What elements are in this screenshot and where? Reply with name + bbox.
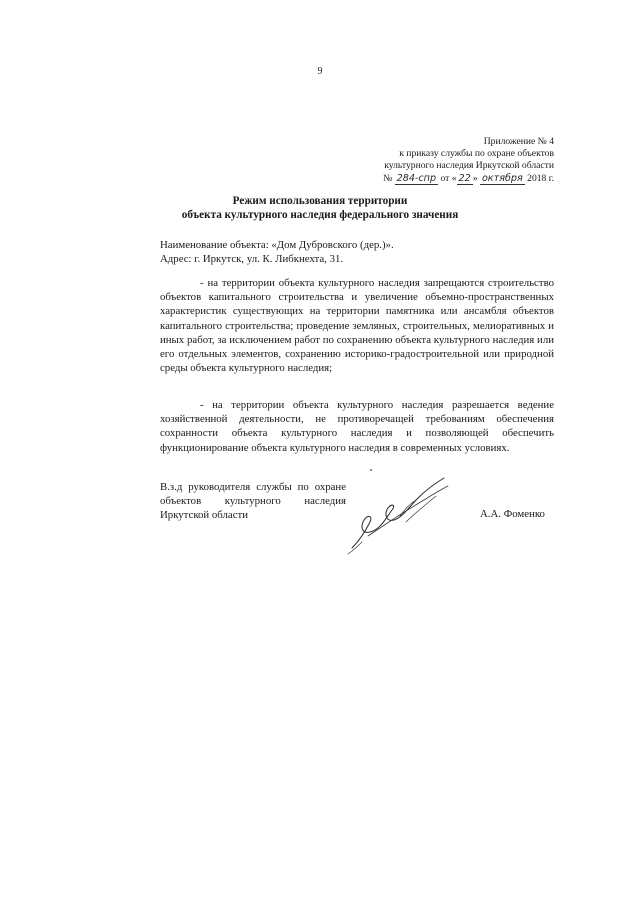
document-title <box>0 194 640 222</box>
handwritten-month: октября <box>481 172 523 184</box>
order-number-date <box>314 173 554 185</box>
object-name: Наименование объекта: «Дом Дубровского (дер.)». <box>160 239 394 251</box>
handwritten-day: 22 <box>458 172 471 184</box>
appendix-title: Приложение № 4 <box>483 136 554 147</box>
handwritten-signature <box>340 470 460 560</box>
signatory-name: А.А. Фоменко <box>480 508 545 520</box>
signatory-position: В.з.д руководителя службы по охране объектов культурного наследия Иркутской области <box>160 481 346 522</box>
handwritten-order-number: 284-спр <box>396 172 437 184</box>
date-from-label: от « <box>440 172 457 184</box>
paragraph-prohibitions: - на территории объекта культурного наследия запрещаются строительство объектов капитального строительства и увеличение объемно-пространственных характеристик существующих на территории памятника или ансамбля объектов капитального строительства; проведение земляных, строительных, мелиоративных и иных работ, за исключением работ по сохранению объекта культурного наследия или его отдельных элементов, сохранению историко-градостроительной или природной среды объекта культурного наследия; <box>160 277 554 375</box>
order-year: 2018 г. <box>527 172 554 184</box>
object-address: Адрес: г. Иркутск, ул. К. Либкнехта, 31. <box>160 253 344 265</box>
date-quote-close: » <box>472 172 478 184</box>
paragraph-permissions: - на территории объекта культурного наследия разрешается ведение хозяйственной деятельности, не противоречащей требованиям обеспечения сохранности объекта культурного наследия и позволяющей обеспечить функционирование объекта культурного наследия в современных условиях. <box>160 399 554 454</box>
title-line-2: объекта культурного наследия федерального значения <box>181 209 459 221</box>
appendix-authority: культурного наследия Иркутской области <box>384 160 554 172</box>
number-sign: № <box>383 172 393 184</box>
appendix-order-reference: к приказу службы по охране объектов <box>399 148 554 160</box>
object-info <box>160 238 394 266</box>
page-number: 9 <box>317 66 323 77</box>
title-line-1: Режим использования территории <box>232 195 408 207</box>
appendix-header <box>314 136 554 185</box>
